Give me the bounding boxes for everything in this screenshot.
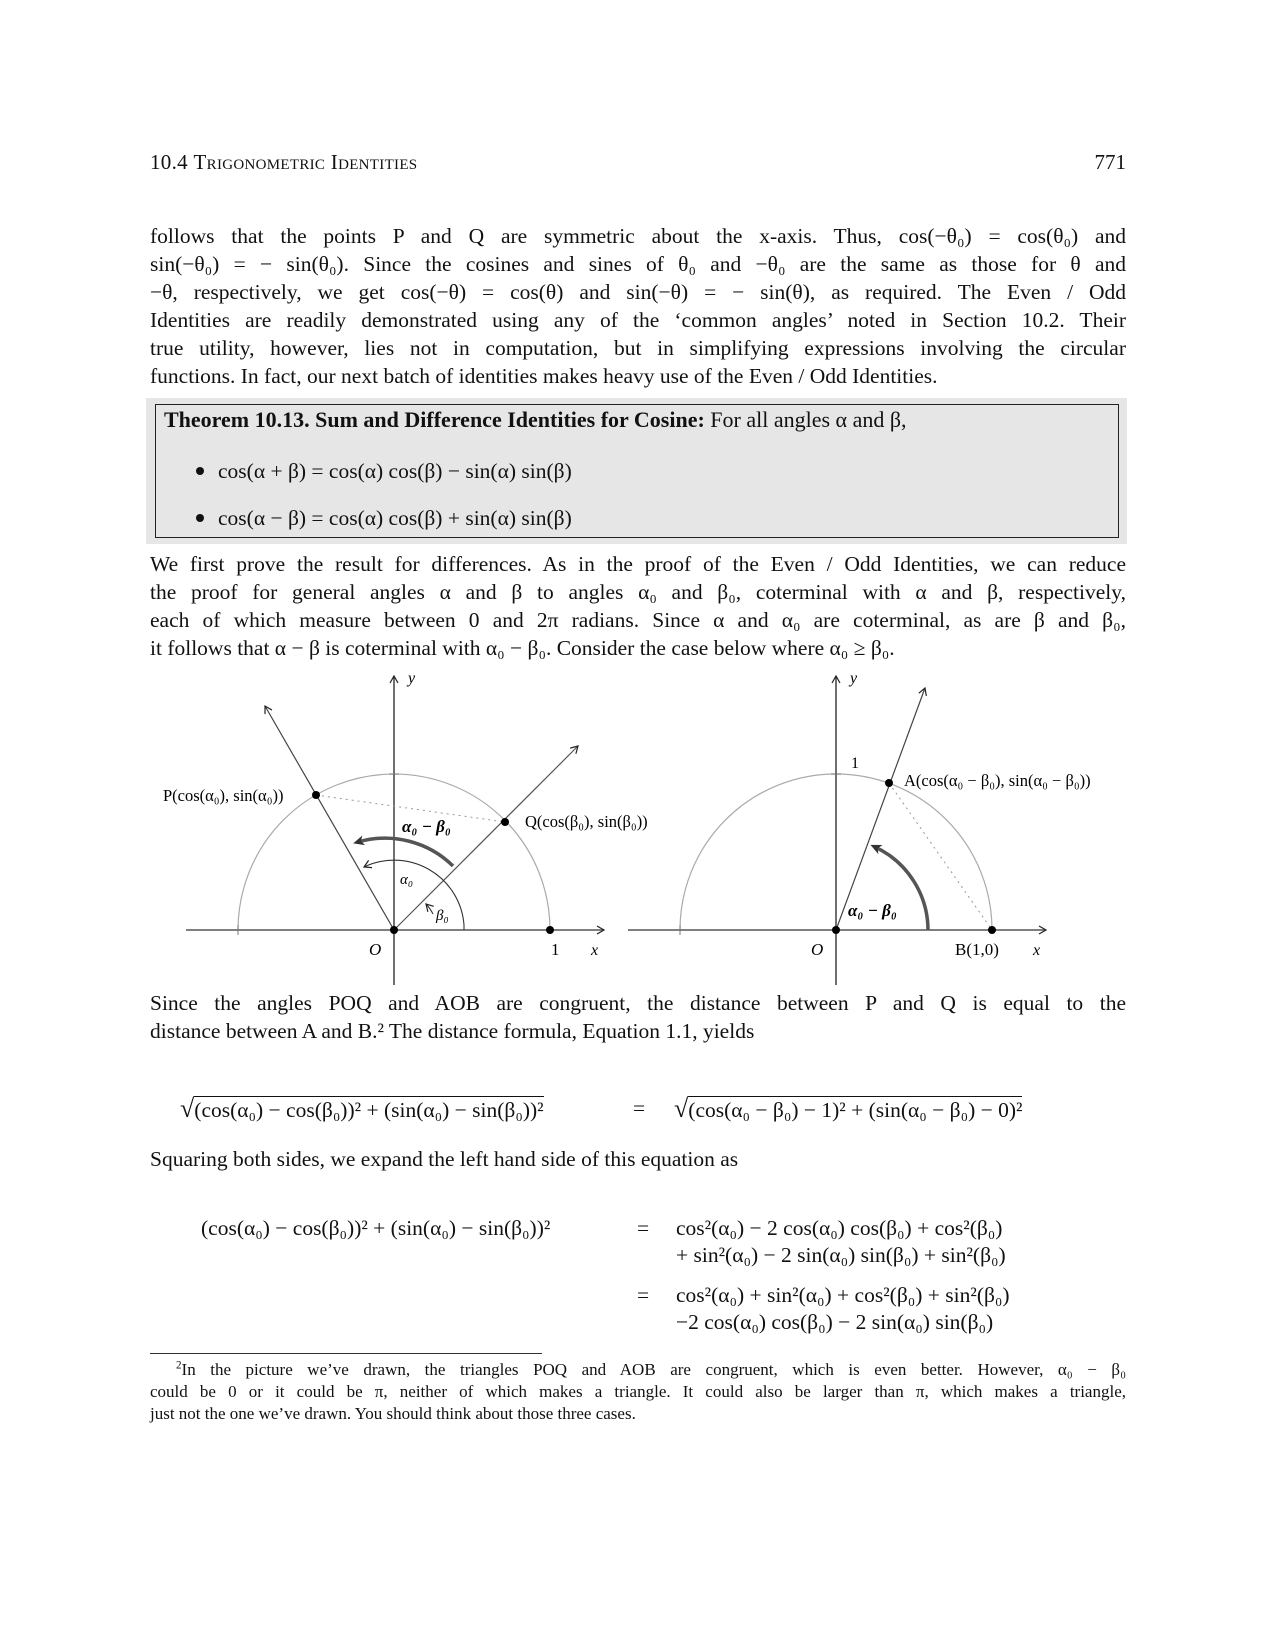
footnote-text: In the picture we’ve drawn, the triangles POQ and AOB are congruent, which is even better. However, α₀ − β₀ (181, 1360, 1126, 1379)
point-b-label: B(1,0) (955, 940, 999, 959)
text-line: each of which measure between 0 and 2π radians. Since α and α₀ are coterminal, as are β and β₀, (150, 608, 1126, 632)
lhs-radicand: (cos(α₀) − cos(β₀))² + (sin(α₀) − sin(β₀))² (194, 1098, 544, 1122)
equals-sign: = (637, 1216, 650, 1240)
text-line: We first prove the result for differences. As in the proof of the Even / Odd Identities, we can reduce (150, 552, 1126, 576)
rhs-radicand: (cos(α₀ − β₀) − 1)² + (sin(α₀ − β₀) − 0)² (688, 1098, 1023, 1122)
text-line: distance between A and B.² The distance formula, Equation 1.1, yields (150, 1019, 755, 1043)
difference-angle-label: α₀ − β₀ (848, 901, 897, 920)
origin-point (390, 926, 398, 934)
expansion-row: cos²(α₀) + sin²(α₀) + cos²(β₀) + sin²(β₀) (676, 1283, 1010, 1307)
text-line: follows that the points P and Q are symmetric about the x-axis. Thus, cos(−θ₀) = cos(θ₀) and (150, 224, 1126, 248)
point-p (312, 791, 320, 799)
section-title: Trigonometric Identities (193, 150, 418, 174)
point-a (885, 779, 893, 787)
beta-ray (394, 746, 578, 930)
chord-ab (889, 783, 992, 930)
text-line: sin(−θ₀) = − sin(θ₀). Since the cosines and sines of θ₀ and −θ₀ are the same as those for θ and (150, 252, 1126, 276)
right-figure (628, 670, 1091, 985)
text-line: the proof for general angles α and β to angles α₀ and β₀, coterminal with α and β, respectively, (150, 580, 1126, 604)
origin-label: O (811, 940, 824, 959)
point-p-label: P(cos(α₀), sin(α₀)) (163, 786, 284, 805)
expansion-row: cos²(α₀) − 2 cos(α₀) cos(β₀) + cos²(β₀) (676, 1216, 1003, 1240)
x-axis-label: x (591, 942, 599, 959)
beta-angle-arc (426, 904, 433, 914)
alpha-angle-arc (364, 860, 464, 930)
unit-label: 1 (551, 940, 560, 959)
x-axis-label: x (1033, 942, 1041, 959)
equals-sign: = (637, 1283, 650, 1307)
page-number: 771 (1094, 150, 1126, 174)
section-number: 10.4 (150, 150, 188, 174)
text-line: true utility, however, lies not in computation, but in simplifying expressions involving the circular (150, 336, 1126, 360)
distance-equation-rhs: √(cos(α₀ − β₀) − 1)² + (sin(α₀ − β₀) − 0)² (674, 1094, 1023, 1123)
expansion-lhs: (cos(α₀) − cos(β₀))² + (sin(α₀) − sin(β₀))² (201, 1216, 551, 1240)
origin-label: O (369, 940, 382, 959)
theorem-lead: For all angles α and β, (710, 407, 907, 432)
unit-point (546, 926, 554, 934)
origin-point (832, 926, 840, 934)
footnote-marker: 2 (176, 1359, 182, 1372)
footnote-rule (150, 1353, 542, 1354)
expansion-row: −2 cos(α₀) cos(β₀) − 2 sin(α₀) sin(β₀) (676, 1310, 994, 1334)
beta-angle-label: β₀ (436, 908, 449, 924)
point-q (501, 818, 509, 826)
text-line: functions. In fact, our next batch of identities makes heavy use of the Even / Odd Identities. (150, 364, 938, 388)
unit-label: 1 (851, 755, 859, 772)
text-line: Since the angles POQ and AOB are congruent, the distance between P and Q is equal to the (150, 991, 1126, 1015)
footnote-line: could be 0 or it could be π, neither of which makes a triangle. It could also be larger than π, which makes a triangle, (150, 1382, 1126, 1401)
congruence-paragraph (150, 989, 1126, 1045)
y-axis-label: y (850, 670, 858, 687)
point-q-label: Q(cos(β₀), sin(β₀)) (525, 812, 648, 831)
point-a-label: A(cos(α₀ − β₀), sin(α₀ − β₀)) (904, 771, 1091, 790)
distance-equation-lhs: √(cos(α₀) − cos(β₀))² + (sin(α₀) − sin(β₀))² (180, 1094, 544, 1123)
difference-ray (836, 688, 925, 930)
left-figure (163, 670, 648, 985)
text-line: −θ, respectively, we get cos(−θ) = cos(θ) and sin(−θ) = − sin(θ), as required. The Even / Odd (150, 280, 1126, 304)
footnote-line (150, 1359, 1126, 1381)
y-axis-label: y (408, 670, 416, 687)
alpha-angle-label: α₀ (400, 872, 414, 888)
text-line: Identities are readily demonstrated using any of the ‘common angles’ noted in Section 10.2. Their (150, 308, 1126, 332)
theorem-label: Theorem 10.13. Sum and Difference Identities for Cosine: (164, 407, 705, 432)
squaring-sentence (150, 1145, 1126, 1173)
text-line: Squaring both sides, we expand the left hand side of this equation as (150, 1147, 739, 1171)
identity-formula: cos(α + β) = cos(α) cos(β) − sin(α) sin(β) (218, 459, 572, 483)
difference-angle-label: α₀ − β₀ (402, 817, 451, 836)
difference-angle-arc (358, 838, 453, 866)
expansion-row: + sin²(α₀) − 2 sin(α₀) sin(β₀) + sin²(β₀) (676, 1243, 1006, 1267)
footnote (150, 1359, 1126, 1425)
point-b (988, 926, 996, 934)
text-line: it follows that α − β is coterminal with α₀ − β₀. Consider the case below where α₀ ≥ β₀. (150, 636, 895, 660)
alpha-ray (265, 706, 394, 930)
equals-sign: = (633, 1096, 646, 1120)
identity-formula: cos(α − β) = cos(α) cos(β) + sin(α) sin(β) (218, 506, 572, 530)
footnote-line: just not the one we’ve drawn. You should think about those three cases. (150, 1404, 636, 1423)
